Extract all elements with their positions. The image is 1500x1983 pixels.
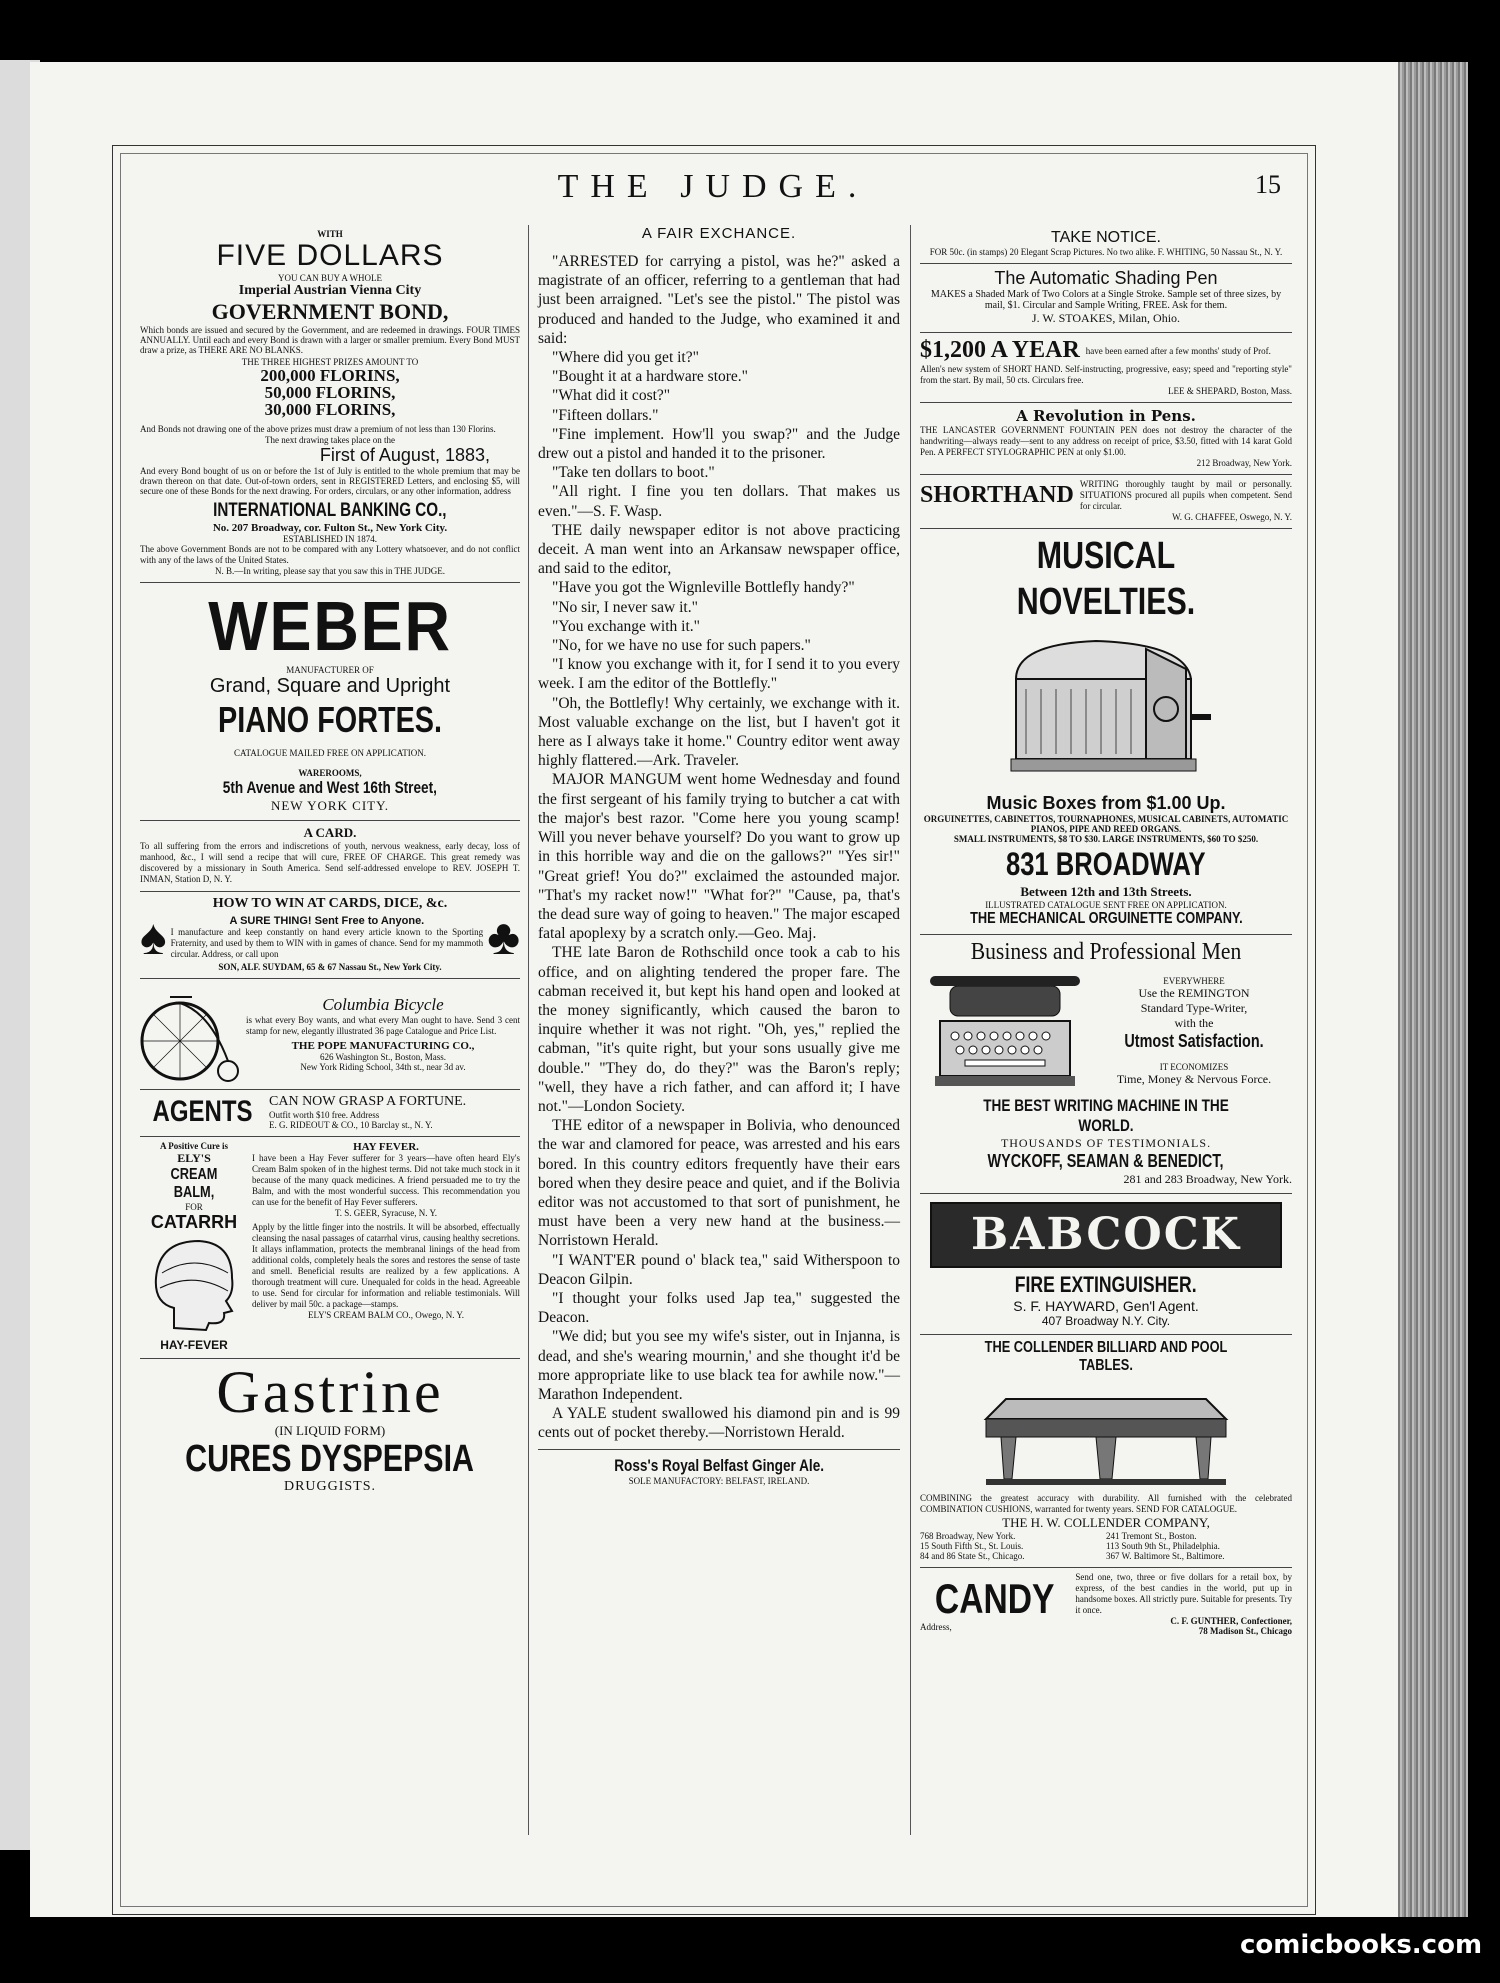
ad-headline: HOW TO WIN AT CARDS, DICE, &c. [212,896,448,911]
ad-weber-pianos [140,583,520,821]
ad-text: Between 12th and 13th Streets. [1020,884,1192,899]
typewriter-illustration [920,966,1090,1096]
ad-shorthand [920,475,1292,529]
ad-address: LEE & SHEPARD, Boston, Mass. [1168,386,1292,396]
article-paragraph: "Take ten dollars to boot." [552,464,715,482]
ad-headline: A Revolution in Pens. [1016,407,1196,425]
ad-text: S. F. HAYWARD, Gen'l Agent. [1013,1298,1199,1314]
article-paragraph: "No sir, I never saw it." [552,598,698,616]
address-line: 367 W. Baltimore St., Baltimore. [1106,1551,1225,1561]
ad-address: ELY'S CREAM BALM CO., Owego, N. Y. [308,1310,464,1320]
ad-body: COMBINING the greatest accuracy with durability. All furnished with the celebrated COMBINATION CUSHIONS, warranted for twenty years. SEND FOR CATALOGUE. [920,1493,1292,1514]
ad-collender [920,1335,1292,1568]
column-rule [528,225,529,1835]
ad-headline: CANDY [934,1575,1055,1622]
ad-address: 281 and 283 Broadway, New York. [1123,1172,1292,1186]
ad-text: ORGUINETTES, CABINETTOS, TOURNAPHONES, MUSICAL CABINETS, AUTOMATIC PIANOS, PIPE AND REED ORGANS. [923,814,1289,834]
ad-headline: FIVE DOLLARS [216,239,444,272]
ad-headline: Ross's Royal Belfast Ginger Ale. [614,1455,824,1475]
ad-address: 78 Madison St., Chicago [1198,1626,1292,1636]
ad-text: Address, [920,1622,952,1632]
ad-text: Utmost Satisfaction. [1124,1030,1264,1051]
ad-government-bond [140,225,520,583]
ad-text: have been earned after a few months' study of Prof. [1085,345,1271,356]
ad-text: THOUSANDS OF TESTIMONIALS. [1000,1136,1212,1150]
ad-text: Imperial Austrian Vienna City [238,283,422,298]
ad-headline: CURES DYSPEPSIA [185,1438,475,1480]
address-line: 241 Tremont St., Boston. [1106,1531,1197,1541]
ad-text: FOR [185,1202,203,1212]
ad-text: N. B.—In writing, please say that you saw this in THE JUDGE. [214,566,446,576]
address-line: 113 South 9th St., Philadelphia. [1106,1541,1220,1551]
ad-headline: A CARD. [303,825,357,840]
article-paragraph: "All right. I fine you ten dollars. That makes us even."—S. F. Wasp. [538,483,900,520]
ad-babcock [920,1194,1292,1335]
article-paragraph: "Fine implement. How'll you swap?" and the Judge drew out a pistol and handed it to the prisoner. [538,425,900,463]
ad-text: ILLUSTRATED CATALOGUE SENT FREE ON APPLICATION. [985,900,1227,910]
page-edges [1398,62,1468,1917]
article-paragraph: THE daily newspaper editor is not above practicing deceit. A man went into an Arkansaw newspaper office, and said to the editor, [538,521,900,578]
ad-text: Standard Type-Writer, [1140,1000,1248,1015]
ad-headline: Gastrine [216,1359,444,1425]
article-paragraph: THE late Baron de Rothschild once took a cab to his office, and on alighting tendered the proper fare. The cabman received it, but kept his hand open and looked at the money significantly, which caused the baron to inquire whether it was not right. "Oh, yes," replied the cabman, "it's quite right, but your sons usually give me double." "They do, do they?" was the Baron's reply; "well, they have a rich father, and can afford it; I have not."—London Society. [538,944,900,1115]
ad-musical-novelties [920,529,1292,935]
article-paragraph: "What did it cost?" [552,387,671,405]
head-profile-icon [144,1233,244,1333]
penny-farthing-bicycle-icon [140,983,240,1083]
masthead: THE JUDGE. [557,168,869,205]
ad-body: And every Bond bought of us on or before the 1st of July is entitled to the whole premium that may be drawn thereon on that date. Out-of-town orders, sent in REGISTERED Letters, and enclosing $5, will secure one of these Bonds for the next drawing. For orders, circulars, or any other information, address [140,466,520,496]
ad-text: THE THREE HIGHEST PRIZES AMOUNT TO [241,357,419,367]
ad-text: CREAM BALM, [170,1166,218,1201]
ad-text: ESTABLISHED IN 1874. [282,534,378,544]
ad-text: WAREROOMS, [298,768,362,778]
ad-company: THE MECHANICAL ORGUINETTE COMPANY. [969,910,1243,927]
article-paragraph: "I thought your folks used Jap tea," suggested the Deacon. [538,1289,900,1327]
ad-text: MANUFACTURER OF [286,665,374,675]
watermark-credit: comicbooks.com [1240,1930,1483,1960]
club-icon: ♣ [487,909,520,965]
ad-revolution-pens [920,403,1292,475]
ad-shorthand-year [920,333,1292,403]
ad-text: WITH [317,229,343,239]
ad-body: To all suffering from the errors and indiscretions of youth, nervous weakness, early decay, loss of manhood, &c., I will send a recipe that will cure, FREE OF CHARGE. This great remedy was discovered by a missionary in South America. Send self-addressed envelope to REV. JOSEPH T. INMAN, Station D, N. Y. [140,841,520,884]
article-paragraph: "You exchange with it." [552,617,700,635]
ad-elys-cream-balm [140,1137,520,1359]
ad-headline: TAKE NOTICE. [1051,229,1161,246]
column-left [140,225,520,1495]
page-number: 15 [1255,170,1281,199]
ad-columbia-bicycle [140,979,520,1090]
ad-text: YOU CAN BUY A WHOLE [277,273,382,283]
ad-text: Use the REMINGTON [1138,985,1250,1000]
ad-text: SOLE MANUFACTORY: BELFAST, IRELAND. [628,1475,810,1486]
ad-take-notice [920,225,1292,264]
ad-text: HAY-FEVER [160,1338,228,1352]
ad-prize: 50,000 FLORINS, [264,383,396,402]
article-body [538,252,900,1443]
ad-gastrine [140,1359,520,1495]
ad-body: THE LANCASTER GOVERNMENT FOUNTAIN PEN does not destroy the character of the handwriting—always ready—sent to any address on receipt of price, $3.50, fitted with 14 karat Gold Pen. A PERFECT STYLOGRAPHIC PEN at only $1.00. [920,425,1292,457]
ad-address: 407 Broadway N.Y. City. [1041,1314,1171,1328]
ad-shading-pen [920,264,1292,333]
ad-headline: HAY FEVER. [353,1141,419,1153]
ad-address: 212 Broadway, New York. [1196,458,1292,468]
ad-company: THE POPE MANUFACTURING CO., [291,1039,475,1052]
ad-address: 831 BROADWAY [1006,846,1206,882]
article-paragraph: "We did; but you see my wife's sister, out in Injanna, is dead, and she's wearing mournin,' and she thought it'd be more appropriate like to use black tea for awhile now."—Marathon Independent. [538,1328,900,1403]
article-paragraph: "Where did you get it?" [552,349,699,367]
ad-address: E. G. RIDEOUT & CO., 10 Barclay st., N. Y. [269,1120,433,1130]
article-paragraph: "ARRESTED for carrying a pistol, was he?" asked a magistrate of an officer, referring to a gentleman that had just been arraigned. "Let's see the pistol." The pistol was produced and handed to the Judge, who examined it and said: [538,253,900,347]
ad-text: Outfit worth $10 free. Address [269,1110,380,1120]
ad-headline: MUSICAL NOVELTIES. [1016,535,1196,623]
address-line: 15 South Fifth St., St. Louis. [920,1541,1024,1551]
ad-address: SON, ALF. SUYDAM, 65 & 67 Nassau St., New York City. [218,962,442,972]
ad-address: 626 Washington St., Boston, Mass. [319,1051,447,1062]
ad-text: (IN LIQUID FORM) [274,1423,386,1438]
ad-subhead: GOVERNMENT BOND, [211,299,449,324]
ad-headline: $1,200 A YEAR [920,337,1080,363]
ad-address: New York Riding School, 34th st., near 3d av. [300,1061,466,1072]
page-header [120,168,1306,218]
ad-text: The next drawing takes place on the [265,435,395,445]
article-paragraph: "I know you exchange with it, for I send it to you every week. I am the editor of the Bottlefly." [538,656,900,693]
ad-body: Send one, two, three or five dollars for a retail box, by express, of the best candies in the world, put up in handsome boxes. All strictly pure. Suitable for presents. Try it once. [1075,1572,1292,1615]
ad-headline: Business and Professional Men [970,939,1242,965]
ad-headline: AGENTS [152,1095,253,1128]
address-line: 84 and 86 State St., Chicago. [920,1551,1025,1561]
ad-text: CATALOGUE MAILED FREE ON APPLICATION. [233,748,427,758]
ad-text: T. S. GEER, Syracuse, N. Y. [334,1208,438,1218]
ad-body: Allen's new system of SHORT HAND. Self-instructing, progressive, easy; speed and "reporting style" from the start. By mail, 50 cts. Circulars free. [920,364,1292,385]
article-paragraph: "Bought it at a hardware store." [552,368,749,386]
ad-body: MAKES a Shaded Mark of Two Colors at a Single Stroke. Sample set of three sizes, by mail, $1. Circular and Sample Writing, FREE. Ask for them. [930,289,1282,311]
column-rule [910,225,911,1835]
article-paragraph: A YALE student swallowed his diamond pin and is 99 cents out of pocket thereby.—Norristown Herald. [538,1405,900,1442]
ad-company: THE H. W. COLLENDER COMPANY, [1002,1515,1210,1530]
ad-text: SMALL INSTRUMENTS, $8 TO $30. LARGE INSTRUMENTS, $60 TO $250. [953,834,1259,844]
ad-headline: THE COLLENDER BILLIARD AND POOL TABLES. [984,1339,1228,1374]
ad-date: First of August, 1883, [319,445,490,465]
column-right [920,225,1292,1636]
ad-body: Apply by the little finger into the nostrils. It will be absorbed, effectually cleansing the nasal passages of catarrhal virus, causing healthy secretions. It allays inflammation, protects the membranal linings of the head from additional colds, completely heals the sores and restores the sense of taste and smell. Beneficial results are realized by a few applications. A thorough treatment will cure. Unequaled for colds in the head. Agreeable to use. Send for circular for information and reliable testimonials. Will deliver by mail 50c. a package—stamps. [252,1222,520,1309]
article-title: A FAIR EXCHANCE. [641,225,797,242]
ad-subhead: Music Boxes from $1.00 Up. [986,793,1226,813]
ad-text: IT ECONOMIZES [1159,1061,1229,1072]
ad-body: is what every Boy wants, and what every Man ought to have. Send 3 cent stamp for new, elegantly illustrated 36 page Catalogue and Price List. [246,1014,520,1036]
ad-text: Grand, Square and Upright [209,675,451,697]
ad-headline: Columbia Bicycle [322,994,444,1014]
ad-headline: SHORTHAND [920,482,1074,508]
ad-subhead: FIRE EXTINGUISHER. [1015,1272,1197,1297]
ad-body: WRITING thoroughly taught by mail or personally. SITUATIONS procured all pupils when competent. Send for circular. [1079,479,1292,511]
address-list [920,1531,1292,1561]
ad-company: WYCKOFF, SEAMAN & BENEDICT, [987,1151,1224,1171]
ad-text: A Positive Cure is [159,1141,229,1151]
ad-body: I manufacture and keep constantly on hand every article known to the Sporting Fraternity, and used by them to WIN with in games of chance. Send for my mammoth circular. Address, or call upon [170,926,484,959]
spade-icon: ♠ [140,909,167,965]
article-paragraph: "No, for we have no use for such papers." [552,637,811,655]
ad-headline: The Automatic Shading Pen [994,268,1218,288]
article-paragraph: THE editor of a newspaper in Bolivia, who denounced the war and clamored for peace, was arrested and his ears bored. In this country editors frequently have their ears bored when they desire peace and quiet, and if the Bolivia editor was not accustomed to that sort of punishment, he must have been a very new hand at the business.—Norristown Herald. [538,1117,900,1250]
column-center [538,225,900,1486]
article-paragraph: "I WANT'ER pound o' black tea," said Witherspoon to Deacon Gilpin. [538,1251,900,1288]
article-paragraph: "Oh, the Bottlefly! Why certainly, we exchange with it. Most valuable exchange on the list, but I haven't got it here as I always take it home." Country editor went away highly flattered.—Ark. Traveler. [538,694,900,770]
ad-prize: 200,000 FLORINS, [260,366,400,385]
ad-address: 5th Avenue and West 16th Street, [222,778,438,797]
ad-text: Time, Money & Nervous Force. [1116,1071,1272,1086]
ad-body: The above Government Bonds are not to be compared with any Lottery whatsoever, and do not conflict with any of the laws of the United States. [140,544,520,565]
article-paragraph: "Fifteen dollars." [552,406,659,424]
ad-headline: PIANO FORTES. [217,699,443,740]
ad-body: Which bonds are issued and secured by the Government, and are redeemed in drawings. FOUR TIMES ANNUALLY. Until each and every Bond is drawn with a larger or smaller premium. Every Bond MUST draw a prize, as THERE ARE NO BLANKS. [140,325,520,355]
ad-body: I have been a Hay Fever sufferer for 3 years—have often heard Ely's Cream Balm spoken of in the highest terms. Did not take much stock in it because of the many quack medicines. A friend persuaded me to try the Balm, and with the most wonderful success. This recommendation you can use for the benefit of Hay Fever sufferers. [252,1153,520,1207]
ad-text: A SURE THING! Sent Free to Anyone. [229,914,425,927]
ad-text: C. F. GUNTHER, Confectioner, [1170,1616,1292,1626]
ad-text: NEW YORK CITY. [270,798,390,813]
ad-text: with the [1174,1015,1214,1030]
ad-company: INTERNATIONAL BANKING CO., [213,500,447,521]
ad-text: ELY'S [177,1151,211,1165]
ad-subhead: THE BEST WRITING MACHINE IN THE WORLD. [983,1096,1229,1135]
ad-ginger-ale [538,1449,900,1486]
babcock-logo-text: BABCOCK [971,1209,1241,1260]
ad-text: DRUGGISTS. [283,1479,377,1494]
ad-remington [920,935,1292,1194]
ad-body: And Bonds not drawing one of the above prizes must draw a premium of not less than 130 Florins. [140,424,496,434]
ad-a-card [140,821,520,892]
billiard-table-illustration [976,1379,1236,1489]
ad-address: J. W. STOAKES, Milan, Ohio. [1031,311,1181,325]
article-paragraph: MAJOR MANGUM went home Wednesday and found the first sergeant of his family trying to butcher a cat with the major's best razor. "Come here you young scamp! Will you never behave yourself? Do you want to grow up in this horrible way and die on the gallows?" "Yes sir!" "Great grief! You do?" exclaimed the astounded major. "That's my racket now!" "What for?" "Cause, pa, that's the dead sure way of going to heaven." The major escaped fatal apoplexy by a scratch only.—Geo. Maj. [538,771,900,943]
address-line: 768 Broadway, New York. [920,1531,1016,1541]
ad-text: EVERYWHERE [1163,975,1225,986]
ad-prize: 30,000 FLORINS, [264,400,396,419]
ad-address: W. G. CHAFFEE, Oswego, N. Y. [1172,512,1292,522]
ad-cards-dice [140,892,520,979]
ad-text: CAN NOW GRASP A FORTUNE. [269,1094,467,1109]
weber-logo-text: WEBER [208,587,452,665]
ad-text: CATARRH [150,1212,238,1232]
music-box-illustration [986,629,1226,789]
ad-address: No. 207 Broadway, cor. Fulton St., New York City. [212,522,448,534]
article-paragraph: "Have you got the Wignleville Bottlefly handy?" [552,579,855,597]
ad-body: FOR 50c. (in stamps) 20 Elegant Scrap Pictures. No two alike. F. WHITING, 50 Nassau St., N. Y. [929,247,1283,257]
ad-candy [920,1568,1292,1636]
ad-agents [140,1090,520,1137]
